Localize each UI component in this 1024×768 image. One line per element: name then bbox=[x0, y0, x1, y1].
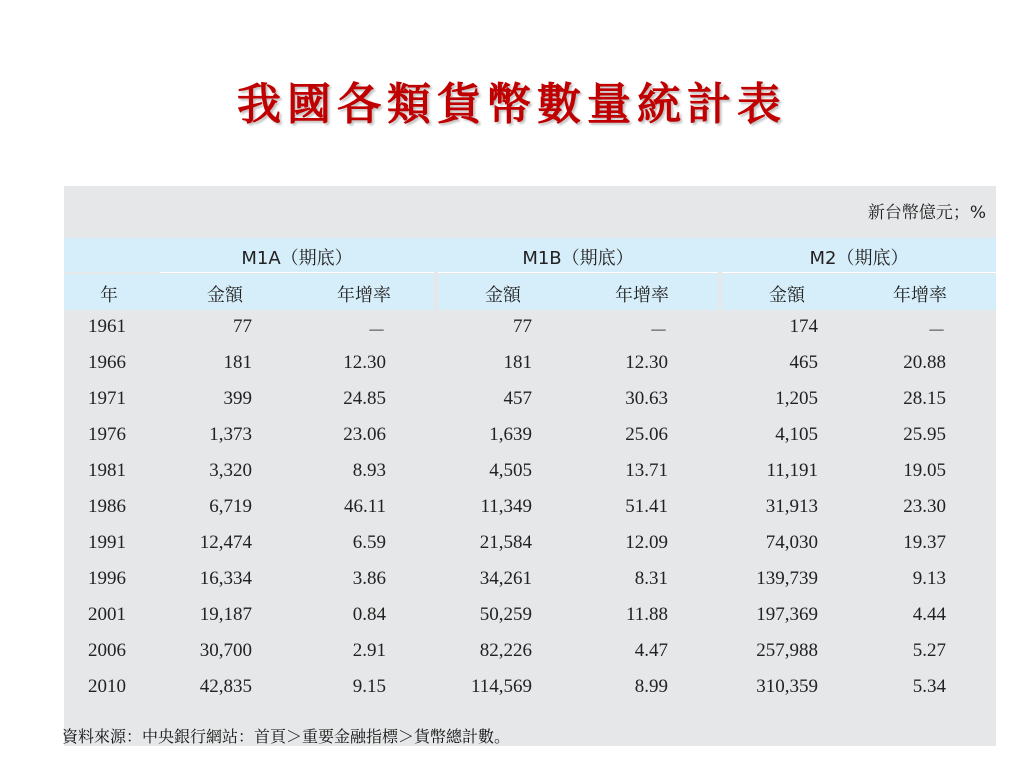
m1b-group-rule bbox=[438, 272, 718, 273]
m2-amount-cell: 4,105 bbox=[775, 424, 818, 445]
table-row bbox=[64, 562, 996, 598]
m1b-amount-header: 金額 bbox=[485, 285, 521, 306]
m1b-amount-cell: 11,349 bbox=[480, 496, 532, 517]
m1a-amount-cell: 399 bbox=[223, 388, 252, 409]
m2-rate-cell: 4.44 bbox=[912, 604, 946, 625]
m1a-group-header: M1A（期底） bbox=[241, 248, 353, 269]
year-cell: 2006 bbox=[88, 640, 126, 661]
m1a-amount-cell: 181 bbox=[223, 352, 252, 373]
year-cell: 2010 bbox=[88, 676, 126, 697]
m1b-amount-cell: 457 bbox=[503, 388, 532, 409]
m1b-group-header: M1B（期底） bbox=[522, 248, 634, 269]
year-cell: 1981 bbox=[88, 460, 126, 481]
m1a-amount-cell: 3,320 bbox=[209, 460, 252, 481]
m2-amount-cell: 310,359 bbox=[756, 676, 818, 697]
m2-group-header: M2（期底） bbox=[809, 248, 909, 269]
m1a-rate-cell: 6.59 bbox=[352, 532, 386, 553]
source-note: 資料來源：中央銀行網站：首頁＞重要金融指標＞貨幣總計數。 bbox=[62, 727, 511, 746]
m1b-amount-cell: 181 bbox=[503, 352, 532, 373]
year-header: 年 bbox=[100, 285, 118, 306]
m1b-rate-cell: 12.30 bbox=[625, 352, 668, 373]
m1b-amount-cell: 21,584 bbox=[479, 532, 532, 553]
m2-amount-cell: 174 bbox=[789, 316, 818, 337]
table-row bbox=[64, 418, 996, 454]
m2-rate-cell: 5.34 bbox=[912, 676, 946, 697]
m1a-rate-cell: 8.93 bbox=[352, 460, 386, 481]
year-cell: 2001 bbox=[88, 604, 126, 625]
m1b-rate-cell: 11.88 bbox=[625, 604, 668, 625]
m1a-rate-header: 年增率 bbox=[337, 285, 391, 306]
m1a-amount-cell: 30,700 bbox=[199, 640, 252, 661]
m2-amount-header: 金額 bbox=[769, 285, 805, 306]
m2-rate-cell: 19.05 bbox=[903, 460, 946, 481]
m2-amount-cell: 197,369 bbox=[756, 604, 818, 625]
m1b-rate-cell: 8.31 bbox=[634, 568, 668, 589]
table-row bbox=[64, 670, 996, 706]
m1b-rate-cell: 25.06 bbox=[625, 424, 668, 445]
m2-amount-cell: 139,739 bbox=[756, 568, 818, 589]
m2-amount-cell: 31,913 bbox=[765, 496, 818, 517]
m2-rate-cell: 9.13 bbox=[912, 568, 946, 589]
slide-title: 我國各類貨幣數量統計表 bbox=[237, 79, 787, 130]
m1b-rate-cell: 12.09 bbox=[625, 532, 668, 553]
table-row bbox=[64, 598, 996, 634]
m1a-amount-cell: 12,474 bbox=[199, 532, 252, 553]
year-cell: 1976 bbox=[88, 424, 126, 445]
column-divider bbox=[434, 274, 438, 312]
table-row bbox=[64, 526, 996, 562]
m2-rate-cell: 19.37 bbox=[903, 532, 946, 553]
column-divider bbox=[718, 274, 722, 312]
m2-amount-cell: 465 bbox=[789, 352, 818, 373]
m1b-amount-cell: 77 bbox=[513, 316, 532, 337]
m1b-rate-cell: － bbox=[648, 321, 668, 342]
m1a-rate-cell: － bbox=[366, 321, 386, 342]
m2-amount-cell: 11,191 bbox=[766, 460, 818, 481]
m2-group-rule bbox=[722, 272, 996, 273]
m1a-rate-cell: 9.15 bbox=[352, 676, 386, 697]
m1a-rate-cell: 12.30 bbox=[343, 352, 386, 373]
m1b-amount-cell: 34,261 bbox=[479, 568, 532, 589]
m1b-rate-cell: 30.63 bbox=[625, 388, 668, 409]
m1b-amount-cell: 82,226 bbox=[479, 640, 532, 661]
m1a-rate-cell: 23.06 bbox=[343, 424, 386, 445]
m1a-amount-header: 金額 bbox=[207, 285, 243, 306]
m1b-amount-cell: 50,259 bbox=[479, 604, 532, 625]
year-cell: 1996 bbox=[88, 568, 126, 589]
year-cell: 1986 bbox=[88, 496, 126, 517]
m1b-rate-cell: 8.99 bbox=[634, 676, 668, 697]
m1a-rate-cell: 0.84 bbox=[352, 604, 386, 625]
unit-note: 新台幣億元；% bbox=[867, 203, 986, 223]
m1a-amount-cell: 42,835 bbox=[199, 676, 252, 697]
m2-amount-cell: 257,988 bbox=[756, 640, 818, 661]
m1b-amount-cell: 4,505 bbox=[489, 460, 532, 481]
m2-rate-cell: 25.95 bbox=[903, 424, 946, 445]
table-row bbox=[64, 346, 996, 382]
m2-rate-cell: － bbox=[926, 321, 946, 342]
m2-amount-cell: 1,205 bbox=[775, 388, 818, 409]
m2-rate-cell: 28.15 bbox=[903, 388, 946, 409]
table-row bbox=[64, 382, 996, 418]
table-row bbox=[64, 634, 996, 670]
m1a-group-rule bbox=[160, 272, 434, 273]
m1a-amount-cell: 77 bbox=[233, 316, 252, 337]
m2-amount-cell: 74,030 bbox=[765, 532, 818, 553]
m1a-amount-cell: 6,719 bbox=[209, 496, 252, 517]
table-row bbox=[64, 490, 996, 526]
year-cell: 1961 bbox=[88, 316, 126, 337]
table-row bbox=[64, 310, 996, 346]
year-cell: 1991 bbox=[88, 532, 126, 553]
m1b-rate-cell: 51.41 bbox=[625, 496, 668, 517]
m1a-rate-cell: 24.85 bbox=[343, 388, 386, 409]
year-cell: 1971 bbox=[88, 388, 126, 409]
m1a-amount-cell: 1,373 bbox=[209, 424, 252, 445]
m2-rate-cell: 20.88 bbox=[903, 352, 946, 373]
m2-rate-cell: 23.30 bbox=[903, 496, 946, 517]
m1b-amount-cell: 114,569 bbox=[470, 676, 532, 697]
m1b-rate-header: 年增率 bbox=[615, 285, 669, 306]
m1a-rate-cell: 3.86 bbox=[352, 568, 386, 589]
m1b-rate-cell: 4.47 bbox=[634, 640, 668, 661]
m2-rate-cell: 5.27 bbox=[912, 640, 946, 661]
year-cell: 1966 bbox=[88, 352, 126, 373]
m1a-rate-cell: 2.91 bbox=[352, 640, 386, 661]
m1a-amount-cell: 16,334 bbox=[199, 568, 252, 589]
table-row bbox=[64, 454, 996, 490]
m1a-rate-cell: 46.11 bbox=[343, 496, 386, 517]
m1a-amount-cell: 19,187 bbox=[199, 604, 252, 625]
m1b-amount-cell: 1,639 bbox=[489, 424, 532, 445]
m2-rate-header: 年增率 bbox=[893, 285, 947, 306]
m1b-rate-cell: 13.71 bbox=[625, 460, 668, 481]
